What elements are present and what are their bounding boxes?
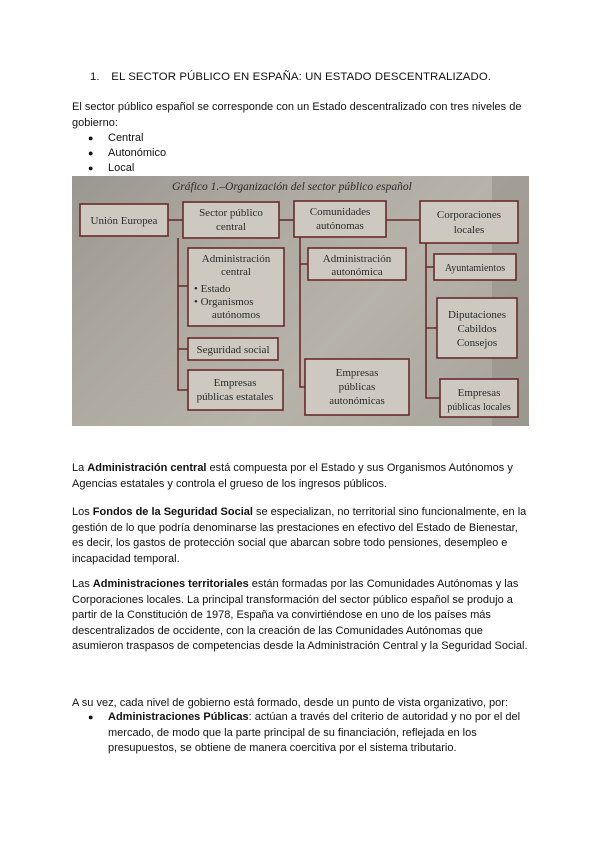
- section-heading: [90, 71, 491, 83]
- label-adm-central-1: Administración: [201, 253, 271, 265]
- label-dip-3: Consejos: [456, 337, 498, 349]
- heading-title: EL SECTOR PÚBLICO EN ESPAÑA: UN ESTADO DESCENTRALIZADO.: [111, 71, 492, 83]
- label-emp-loc-1: Empresas: [457, 387, 501, 399]
- label-organismos-1: • Organismos: [194, 296, 254, 308]
- box-corporaciones-locales: [420, 201, 518, 243]
- heading-number: 1.: [90, 71, 100, 83]
- label-estado: • Estado: [194, 283, 231, 295]
- label-organismos-2: autónomos: [211, 309, 261, 321]
- bullet-icon: ●: [88, 148, 94, 158]
- bullet-icon: ●: [88, 712, 94, 722]
- label-emp-aut-2: públicas: [338, 381, 376, 393]
- label-cl-1: Corporaciones: [436, 209, 502, 221]
- list-item-administraciones-publicas: ● Administraciones Públicas: actúan a través del criterio de autoridad y no por el del mercado, de modo que la parte principal de su financiación, reflejada en los presupuestos, se obtiene de manera coercitiva por el sistema tributario.: [88, 711, 521, 755]
- list-item: ● Local: [88, 162, 135, 174]
- list-item: ● Autonómico: [88, 147, 167, 159]
- list-item: ● Central: [88, 132, 144, 144]
- bullet-icon: ●: [88, 163, 94, 173]
- label-adm-aut-1: Administración: [322, 253, 392, 265]
- label-ca-1: Comunidades: [309, 206, 371, 218]
- label-dip-1: Diputaciones: [447, 309, 507, 321]
- label-cl-2: locales: [453, 224, 485, 236]
- paragraph-administraciones-territoriales: Las Administraciones territoriales están formadas por las Comunidades Autónomas y las Corporaciones locales. La principal transformación del sector público español se produjo a partir de la Constitución de 1978, España va convirtiéndose en uno de los países más descentralizados de occidente, con la creación de las Comunidades Autónomas que asumieron traspasos de competencias desde la Administración Central y la Seguridad Social.: [72, 578, 528, 653]
- label-dip-2: Cabildos: [457, 323, 497, 335]
- label-spc-1: Sector público: [199, 207, 263, 219]
- label-union-europea: Unión Europea: [90, 215, 158, 227]
- label-emp-aut-1: Empresas: [335, 367, 379, 379]
- label-adm-central-2: central: [221, 266, 251, 278]
- chart-title: Gráfico 1.–Organización del sector público español: [172, 181, 412, 193]
- label-emp-aut-3: autonómicas: [329, 395, 385, 407]
- organization-chart-photo: [72, 176, 529, 426]
- label-emp-est-2: públicas estatales: [196, 391, 274, 403]
- label-spc-2: central: [216, 221, 246, 233]
- paragraph-seguridad-social: Los Fondos de la Seguridad Social se especializan, no territorial sino funcionalmente, en la gestión de lo que podría denominarse las prestaciones en efectivo del Estado de Bienestar, es decir, los gastos de protección social que abarcan sobre todo pensiones, desempleo e incapacidad temporal.: [72, 506, 527, 565]
- label-ca-2: autónomas: [316, 220, 364, 232]
- label-adm-aut-2: autonómica: [331, 266, 383, 278]
- paragraph-administracion-central: La Administración central está compuesta por el Estado y sus Organismos Autónomos y Agencias estatales y controla el grueso de los ingresos públicos.: [72, 462, 513, 490]
- label-emp-loc-2: públicas locales: [447, 402, 511, 413]
- label-seguridad-social: Seguridad social: [196, 344, 270, 356]
- levels-list: [88, 131, 166, 176]
- intro-paragraph: El sector público español se corresponde con un Estado descentralizado con tres niveles de gobierno:: [72, 101, 522, 129]
- label-emp-est-1: Empresas: [213, 377, 257, 389]
- paragraph-niveles: A su vez, cada nivel de gobierno está formado, desde un punto de vista organizativo, por:: [72, 697, 508, 709]
- box-empresas-estatales: [188, 370, 283, 410]
- label-ayuntamientos: Ayuntamientos: [444, 263, 506, 274]
- bullet-icon: ●: [88, 133, 94, 143]
